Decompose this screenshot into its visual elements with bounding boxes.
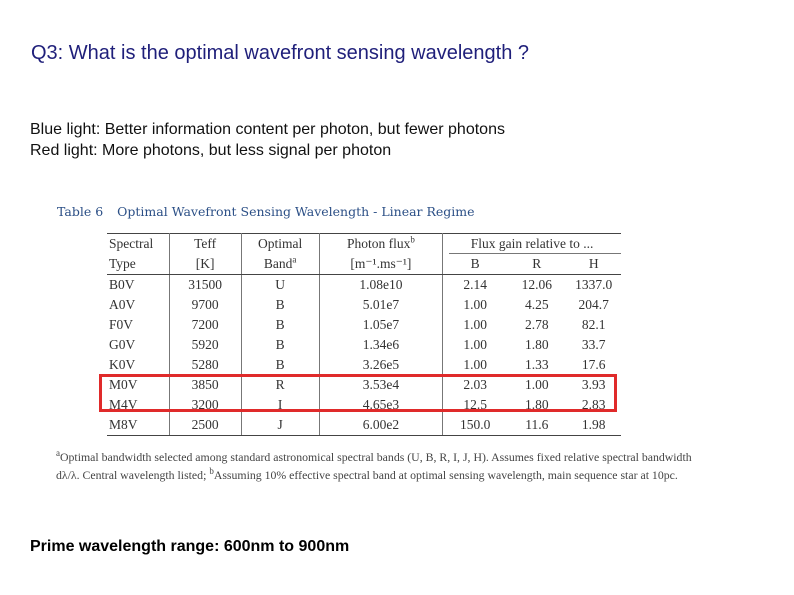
bullet-blue-light: Blue light: Better information content per photon, but fewer photons <box>30 121 505 138</box>
slide-title: Q3: What is the optimal wavefront sensing wavelength ? <box>31 42 530 64</box>
header-band-sup: a <box>292 254 297 265</box>
cell-flux: 5.01e7 <box>319 295 442 315</box>
table-header-row-2 <box>107 254 621 275</box>
cell-teff: 5920 <box>169 335 241 355</box>
cell-band: B <box>241 295 319 315</box>
table-row <box>107 415 621 436</box>
cell-gh: 1337.0 <box>575 277 613 292</box>
header-b: B <box>443 254 508 275</box>
cell-type: G0V <box>107 335 169 355</box>
table-header-row-1 <box>107 234 621 255</box>
header-h: H <box>566 254 621 275</box>
table-footnote <box>56 449 696 484</box>
header-r: R <box>507 254 566 275</box>
header-photon-flux-label: Photon flux <box>346 236 411 251</box>
highlight-box-m0v-m4v <box>99 374 617 412</box>
cell-type: B0V <box>107 275 169 296</box>
cell-gh: 17.6 <box>581 357 606 372</box>
header-flux-gain-label: Flux gain relative to ... <box>470 236 594 251</box>
cell-gb: 12.5 <box>463 397 487 412</box>
header-teff: Teff <box>169 234 241 255</box>
header-photon-flux-sup: b <box>410 234 415 245</box>
table-row <box>107 295 621 315</box>
cell-gr: 2.78 <box>524 317 549 332</box>
footnote-b-text: Assuming 10% effective spectral band at optimal sensing wavelength, main sequence star at 10pc. <box>213 467 678 482</box>
cell-type: F0V <box>107 315 169 335</box>
cell-gb: 1.00 <box>463 317 487 332</box>
header-units: [m⁻¹.ms⁻¹] <box>319 254 442 275</box>
footnote-a-text: Optimal bandwidth selected among standard astronomical spectral bands (U, B, R, I, J, H). Assumes fixed relative spectral bandwidth dλ/λ. Central wavelength listed; <box>56 450 692 482</box>
cell-flux: 3.26e5 <box>319 355 442 375</box>
cell-type: M8V <box>107 415 169 436</box>
cell-flux: 4.65e3 <box>319 395 442 415</box>
table-row <box>107 335 621 355</box>
cell-band: I <box>241 395 319 415</box>
cell-gr: 1.00 <box>524 377 549 392</box>
header-optimal: Optimal <box>241 234 319 255</box>
cell-teff: 3200 <box>169 395 241 415</box>
header-photon-flux <box>319 234 442 255</box>
cell-flux: 3.53e4 <box>319 375 442 395</box>
table-row <box>107 355 621 375</box>
footnote-a-mark: a <box>56 448 60 459</box>
cell-gb: 2.14 <box>463 277 487 292</box>
header-band <box>241 254 319 275</box>
cell-band: B <box>241 335 319 355</box>
cell-teff: 31500 <box>169 275 241 296</box>
cell-teff: 5280 <box>169 355 241 375</box>
cell-gh: 204.7 <box>578 297 609 312</box>
cell-band: B <box>241 315 319 335</box>
cell-flux: 1.05e7 <box>319 315 442 335</box>
footnote-b-mark: b <box>209 465 214 476</box>
cell-gb: 1.00 <box>463 337 487 352</box>
cell-type: A0V <box>107 295 169 315</box>
table-caption-number: Table 6 <box>57 204 104 219</box>
bullet-red-light: Red light: More photons, but less signal per photon <box>30 142 392 159</box>
cell-gb: 1.00 <box>463 357 487 372</box>
cell-gr: 4.25 <box>524 297 549 312</box>
cell-gb: 150.0 <box>443 415 508 436</box>
cell-gh: 1.98 <box>566 415 621 436</box>
cell-gr: 11.6 <box>507 415 566 436</box>
cell-gb: 2.03 <box>463 377 487 392</box>
header-band-label: Band <box>263 256 293 271</box>
cell-type: M0V <box>107 375 169 395</box>
cell-gr: 1.80 <box>524 397 549 412</box>
cell-band: J <box>241 415 319 436</box>
header-k: [K] <box>169 254 241 275</box>
cell-teff: 3850 <box>169 375 241 395</box>
cell-type: K0V <box>107 355 169 375</box>
table-caption <box>57 204 475 219</box>
cell-band: R <box>241 375 319 395</box>
prime-wavelength-range: Prime wavelength range: 600nm to 900nm <box>30 538 350 555</box>
table-caption-text: Optimal Wavefront Sensing Wavelength - Linear Regime <box>117 204 475 219</box>
cell-flux: 1.08e10 <box>319 275 442 296</box>
cell-teff: 2500 <box>169 415 241 436</box>
cell-gh: 3.93 <box>581 377 606 392</box>
cell-flux: 1.34e6 <box>319 335 442 355</box>
cell-teff: 7200 <box>169 315 241 335</box>
header-flux-gain <box>443 234 621 255</box>
cell-gr: 12.06 <box>521 277 552 292</box>
cell-gh: 2.83 <box>581 397 606 412</box>
cell-teff: 9700 <box>169 295 241 315</box>
header-spectral: Spectral <box>107 234 169 255</box>
table-row <box>107 315 621 335</box>
cell-band: B <box>241 355 319 375</box>
cell-gh: 33.7 <box>581 337 606 352</box>
table-row <box>107 275 621 296</box>
cell-gr: 1.33 <box>524 357 549 372</box>
header-type: Type <box>107 254 169 275</box>
cell-gh: 82.1 <box>581 317 606 332</box>
cell-gr: 1.80 <box>524 337 549 352</box>
cell-gb: 1.00 <box>463 297 487 312</box>
cell-type: M4V <box>107 395 169 415</box>
cell-band: U <box>241 275 319 296</box>
cell-flux: 6.00e2 <box>319 415 442 436</box>
